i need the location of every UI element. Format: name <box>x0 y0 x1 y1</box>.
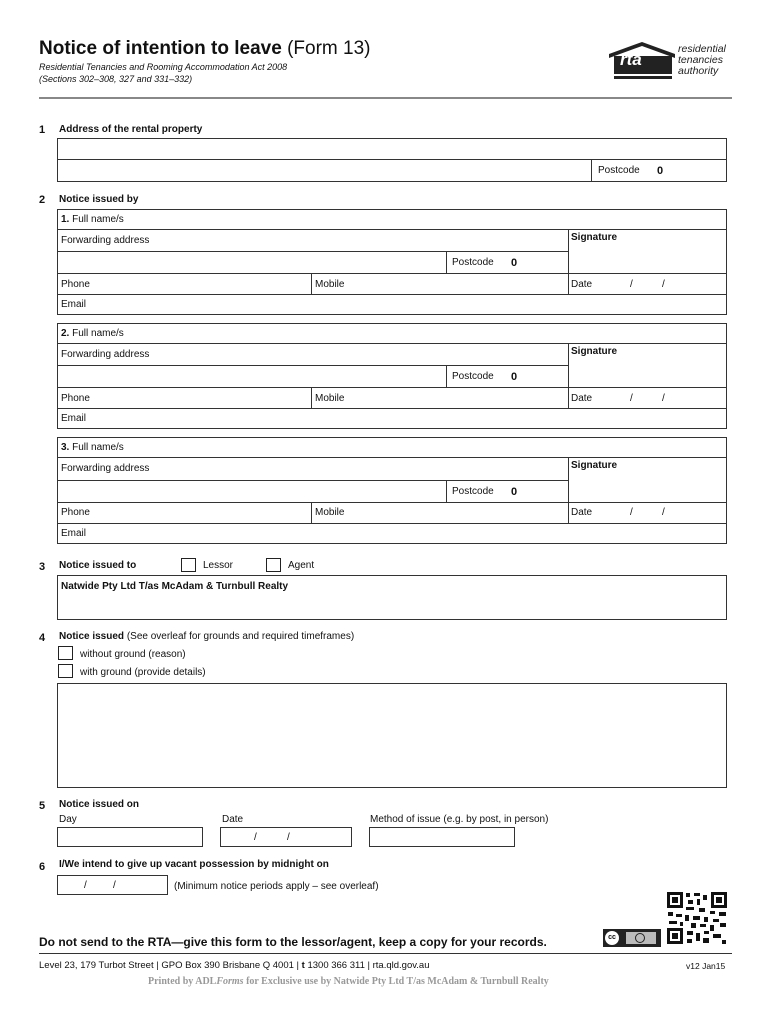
method-field[interactable] <box>369 827 515 847</box>
tenant-2-postcode-field[interactable]: 0 <box>511 371 518 383</box>
without-ground-label: without ground (reason) <box>80 649 186 660</box>
postcode-field[interactable]: 0 <box>657 165 664 177</box>
tenant-3-date-field[interactable]: Date <box>571 507 593 518</box>
without-ground-checkbox[interactable] <box>58 646 73 660</box>
tenant-1-phone-field[interactable]: Phone <box>61 279 90 290</box>
header-divider <box>39 97 732 99</box>
section-1-heading: Address of the rental property <box>59 124 203 135</box>
tenant-2-phone-field[interactable]: Phone <box>61 393 90 404</box>
postcode-label: Postcode <box>598 165 640 176</box>
tenant-2-block <box>57 323 727 429</box>
recipient-name: Natwide Pty Ltd T/as McAdam & Turnbull Realty <box>61 581 289 592</box>
tenant-3-signature-field[interactable]: Signature <box>571 460 618 471</box>
section-4-heading: Notice issued (See overleaf for grounds and required timeframes) <box>59 631 355 642</box>
tenant-1-postcode-field[interactable]: 0 <box>511 257 518 269</box>
tenant-1-mobile-field[interactable]: Mobile <box>315 279 345 290</box>
footer-address: Level 23, 179 Turbot Street | GPO Box 390 Brisbane Q 4001 | t 1300 366 311 | rta.qld.gov.au <box>39 960 430 971</box>
issue-date-field[interactable] <box>220 827 352 847</box>
tenant-2-email-field[interactable]: Email <box>61 413 87 424</box>
section-5-heading: Notice issued on <box>59 799 140 810</box>
tenant-3-phone-field[interactable]: Phone <box>61 507 90 518</box>
section-2-number: 2 <box>39 194 46 206</box>
tenant-1-postcode-label: Postcode <box>452 257 494 268</box>
tenant-2-signature-field[interactable]: Signature <box>571 346 618 357</box>
page-title: Notice of intention to leave (Form 13) <box>39 38 371 59</box>
section-6-heading: I/We intend to give up vacant possession by midnight on <box>59 859 329 870</box>
section-6-number: 6 <box>39 861 46 873</box>
day-label: Day <box>59 814 77 825</box>
date-label: Date <box>222 814 244 825</box>
tenant-2-full-name-field[interactable]: 2. Full name/s <box>61 328 124 339</box>
tenant-1-full-name-field[interactable]: 1. Full name/s <box>61 214 124 225</box>
section-3-heading: Notice issued to <box>59 560 137 571</box>
cc-icon: cc <box>605 931 619 945</box>
with-ground-label: with ground (provide details) <box>80 667 206 678</box>
rta-logo: rta residential tenancies authority <box>606 36 731 88</box>
tenant-2-postcode-label: Postcode <box>452 371 494 382</box>
tenant-3-postcode-label: Postcode <box>452 486 494 497</box>
printed-by-note: Printed by ADLForms for Exclusive use by Natwide Pty Ltd T/as McAdam & Turnbull Realty <box>148 976 549 987</box>
footer-divider <box>39 953 732 954</box>
tenant-1-date-field[interactable]: Date <box>571 279 593 290</box>
qr-code <box>666 891 728 945</box>
tenant-1-block <box>57 209 727 315</box>
section-5-number: 5 <box>39 800 46 812</box>
tenant-3-full-name-field[interactable]: 3. Full name/s <box>61 442 124 453</box>
section-4-number: 4 <box>39 632 46 644</box>
method-label: Method of issue (e.g. by post, in person) <box>370 814 549 825</box>
attribution-icon <box>635 933 645 943</box>
notice-period-note: (Minimum notice periods apply – see overleaf) <box>174 881 379 892</box>
tenant-3-forwarding-address-field[interactable]: Forwarding address <box>61 463 150 474</box>
tenant-3-postcode-field[interactable]: 0 <box>511 486 518 498</box>
lessor-label: Lessor <box>203 560 234 571</box>
legislation-reference: Residential Tenancies and Rooming Accommodation Act 2008 (Sections 302–308, 327 and 331–332) <box>39 62 288 84</box>
section-1-number: 1 <box>39 124 46 136</box>
day-field[interactable] <box>57 827 203 847</box>
tenant-2-mobile-field[interactable]: Mobile <box>315 393 345 404</box>
with-ground-checkbox[interactable] <box>58 664 73 678</box>
ground-details-box[interactable] <box>57 683 727 788</box>
agent-label: Agent <box>288 560 315 571</box>
agent-checkbox[interactable] <box>266 558 281 572</box>
tenant-3-mobile-field[interactable]: Mobile <box>315 507 345 518</box>
section-2-heading: Notice issued by <box>59 194 139 205</box>
tenant-1-forwarding-address-field[interactable]: Forwarding address <box>61 235 150 246</box>
section-3-number: 3 <box>39 561 46 573</box>
creative-commons-badge <box>603 929 661 947</box>
tenant-1-signature-field[interactable]: Signature <box>571 232 618 243</box>
footer-warning: Do not send to the RTA—give this form to the lessor/agent, keep a copy for your records. <box>39 935 547 949</box>
tenant-2-forwarding-address-field[interactable]: Forwarding address <box>61 349 150 360</box>
tenant-2-date-field[interactable]: Date <box>571 393 593 404</box>
tenant-3-email-field[interactable]: Email <box>61 528 87 539</box>
tenant-3-block <box>57 437 727 544</box>
lessor-checkbox[interactable] <box>181 558 196 572</box>
tenant-1-email-field[interactable]: Email <box>61 299 87 310</box>
form-version: v12 Jan15 <box>686 961 726 971</box>
